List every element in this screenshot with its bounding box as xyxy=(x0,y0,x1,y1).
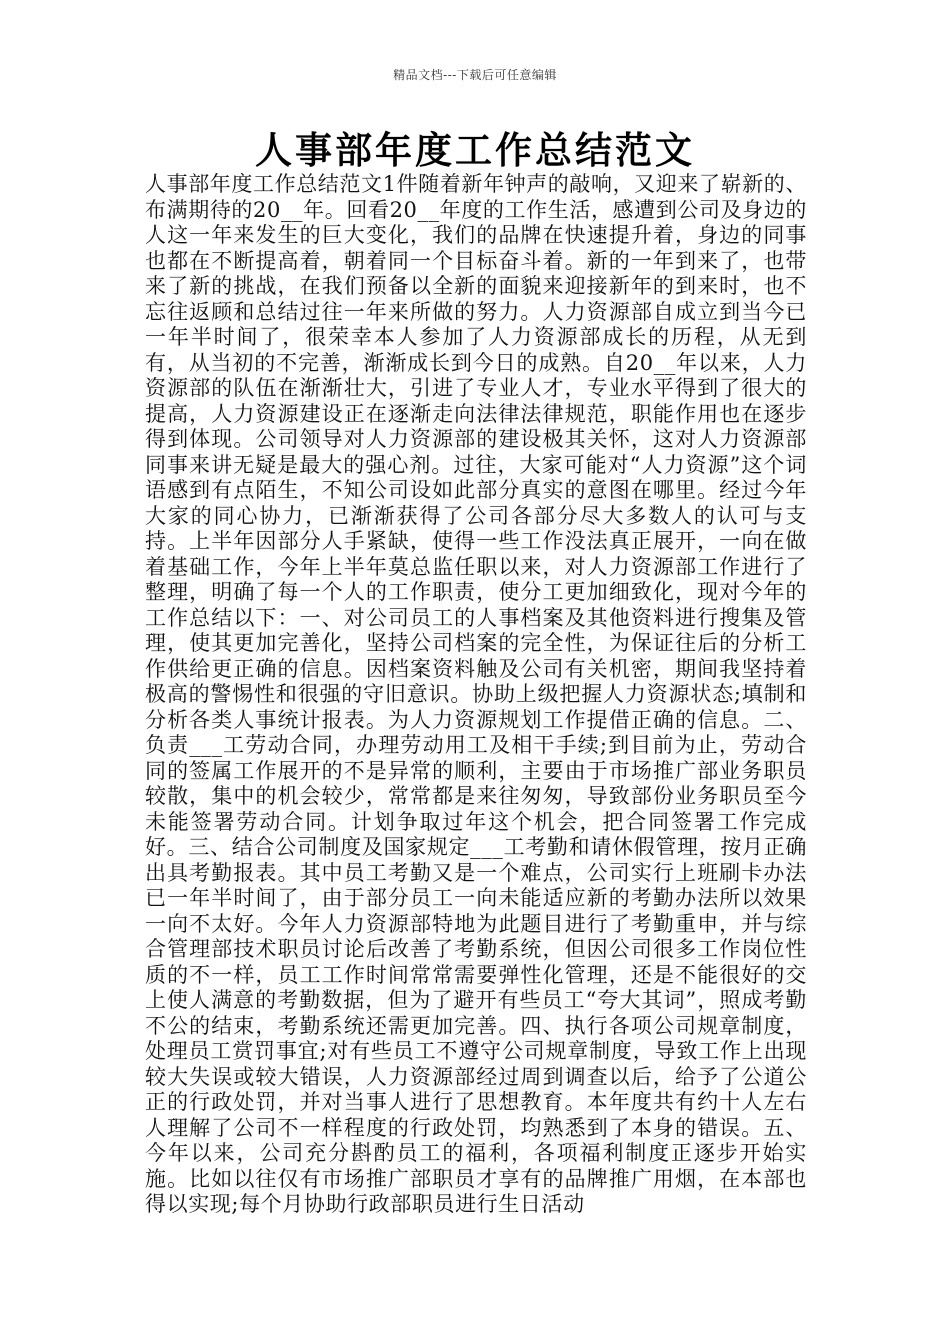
document-title: 人事部年度工作总结范文 xyxy=(255,129,695,172)
header-note: 精品文档---下载后可任意编辑 xyxy=(393,68,557,82)
document-body: 人事部年度工作总结范文1件随着新年钟声的敲响，又迎来了崭新的、布满期待的20__年。回看20__年度的工作生活，感遭到公司及身边的人这一年来发生的巨大变化，我们的品牌在快速提升着，身边的同事也都在不断提高着，朝着同一个目标奋斗着。新的一年到来了，也带来了新的挑战，在我们预备以全新的面貌来迎接新年的到来时，也不忘往返顾和总结过往一年来所做的努力。人力资源部自成立到当今已一年半时间了，很荣幸本人参加了人力资源部成长的历程，从无到有，从当初的不完善，渐渐成长到今日的成熟。自20__年以来，人力资源部的队伍在渐渐壮大，引进了专业人才，专业水平得到了很大的提高，人力资源建设正在逐渐走向法律法律规范，职能作用也在逐步得到体现。公司领导对人力资源部的建设极其关怀，这对人力资源部同事来讲无疑是最大的强心剂。过往，大家可能对“人力资源”这个词语感到有点陌生，不知公司设如此部分真实的意图在哪里。经过今年大家的同心协力，已渐渐获得了公司各部分尽大多数人的认可与支持。上半年因部分人手紧缺，使得一些工作没法真正展开，一向在做着基础工作，今年上半年莫总监任职以来，对人力资源部工作进行了整理，明确了每一个人的工作职责，使分工更加细致化，现对今年的工作总结以下：一、对公司员工的人事档案及其他资料进行搜集及管理，使其更加完善化，坚持公司档案的完全性，为保证往后的分析工作供给更正确的信息。因档案资料触及公司有关机密，期间我坚持着极高的警惕性和很强的守旧意识。协助上级把握人力资源状态;填制和分析各类人事统计报表。为人力资源规划工作提借正确的信息。二、负责___工劳动合同，办理劳动用工及相干手续;到目前为止，劳动合同的签属工作展开的不是异常的顺利，主要由于市场推广部业务职员较散，集中的机会较少，常常都是来往匆匆，导致部份业务职员至今未能签署劳动合同。计划争取过年这个机会，把合同签署工作完成好。三、结合公司制度及国家规定___工考勤和请休假管理，按月正确出具考勤报表。其中员工考勤又是一个难点，公司实行上班刷卡办法已一年半时间了，由于部分员工一向未能适应新的考勤办法所以效果一向不太好。今年人力资源部特地为此题目进行了考勤重申，并与综合管理部技术职员讨论后改善了考勤系统，但因公司很多工作岗位性质的不一样，员工工作时间常常需要弹性化管理，还是不能很好的交上使人满意的考勤数据，但为了避开有些员工“夸大其词”，照成考勤不公的结束，考勤系统还需更加完善。四、执行各项公司规章制度，处理员工赏罚事宜;对有些员工不遵守公司规章制度，导致工作上出现较大失误或较大错误，人力资源部经过周到调查以后，给予了公道公正的行政处罚，并对当事人进行了思想教育。本年度共有约十人左右人理解了公司不一样程度的行政处罚，均熟悉到了本身的错误。五、今年以来，公司充分斟酌员工的福利，各项福利制度正逐步开始实施。比如以往仅有市场推广部职员才享有的品牌推广用烟，在本部也得以实现;每个月协助行政部职员进行生日活动 xyxy=(145,172,807,1216)
